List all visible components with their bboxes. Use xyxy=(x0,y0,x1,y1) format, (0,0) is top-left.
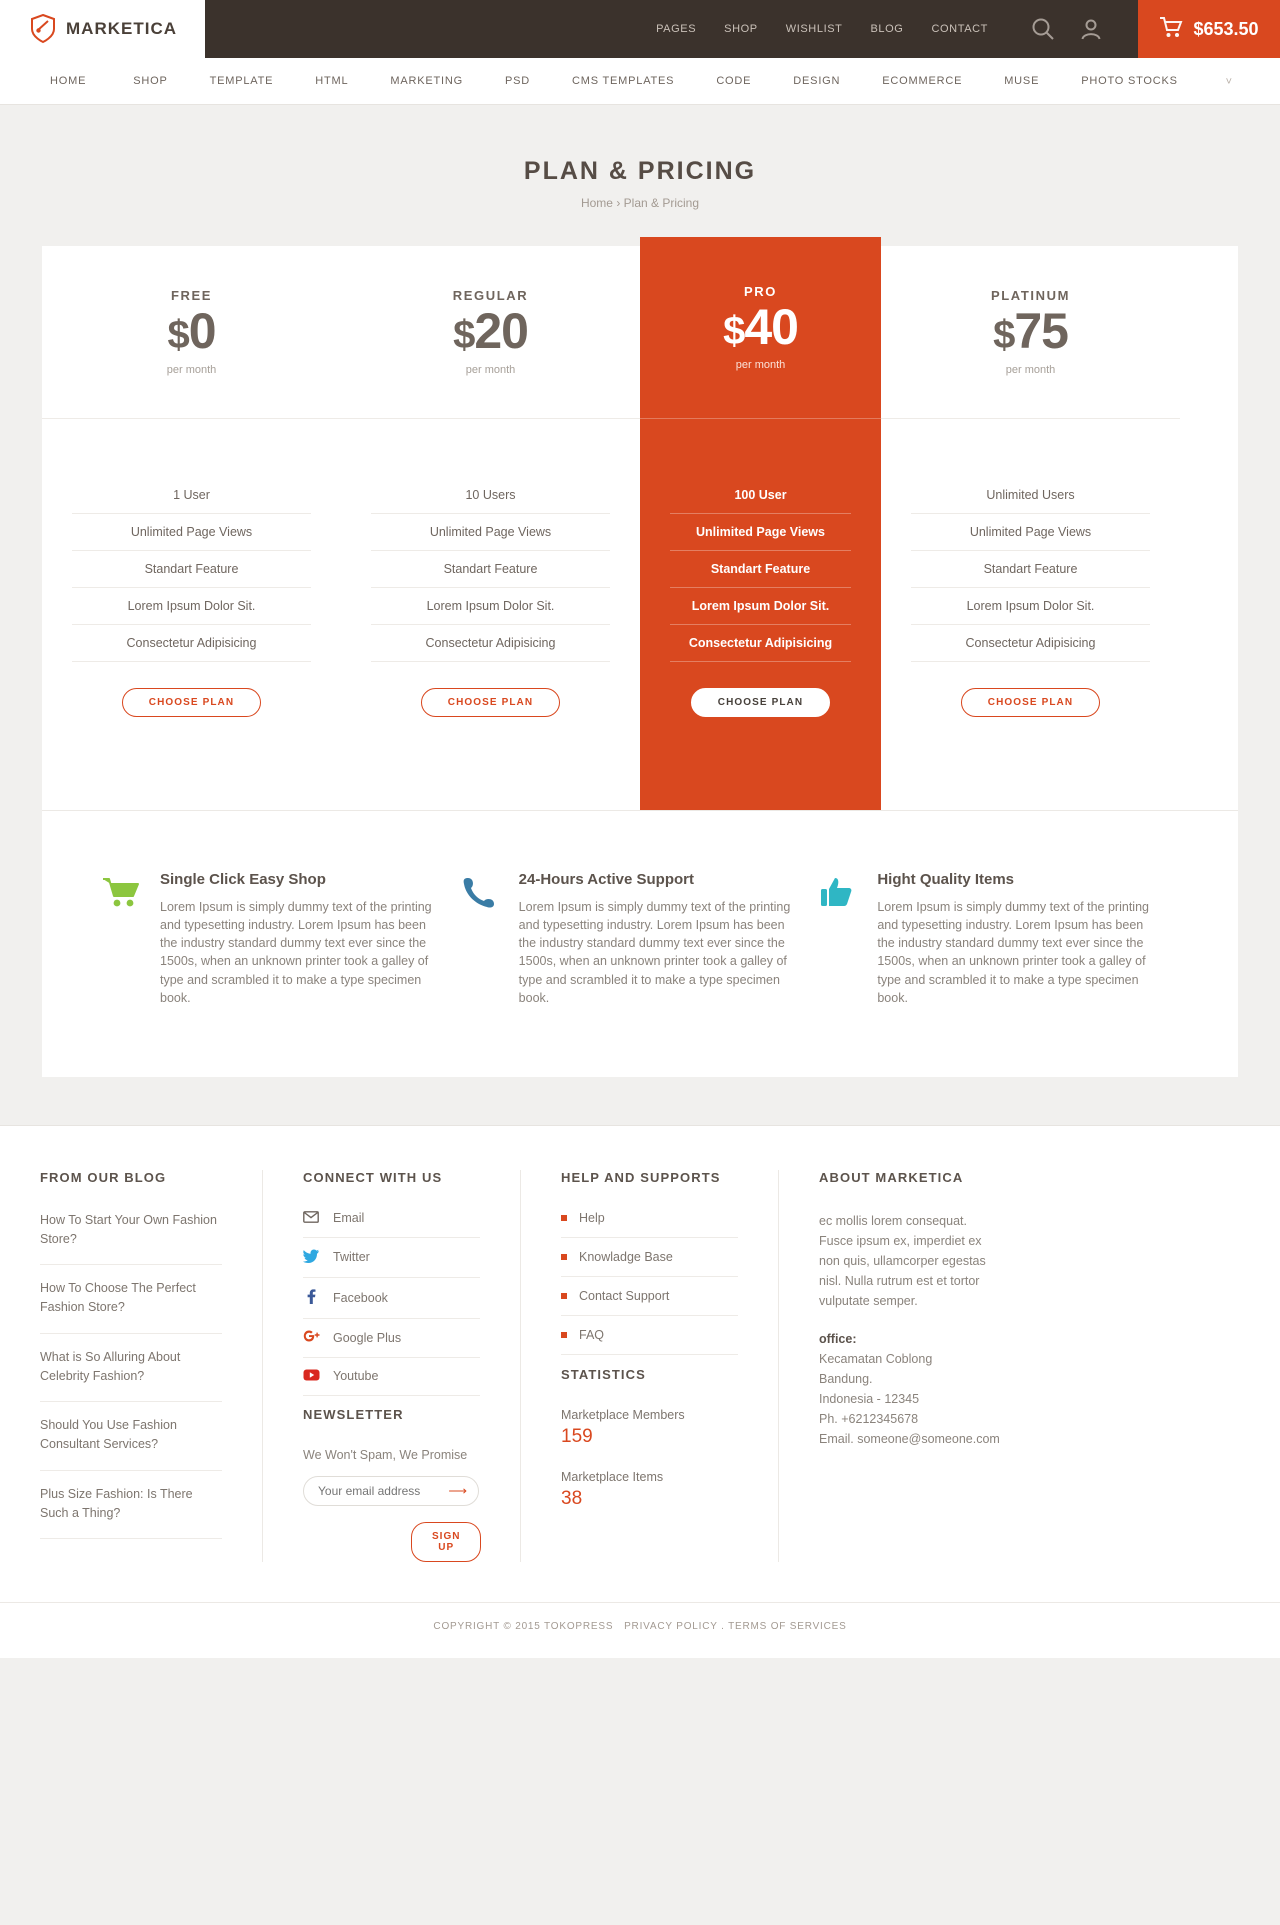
plan-feature: Consectetur Adipisicing xyxy=(911,625,1150,662)
about-address-line3: Indonesia - 12345 xyxy=(819,1391,920,1406)
plan-feature: Unlimited Page Views xyxy=(911,514,1150,551)
help-item-knowledge-base[interactable] xyxy=(561,1250,738,1277)
feature-highlights xyxy=(42,810,1238,1077)
plan-price xyxy=(453,305,528,358)
plan-cta-wrap xyxy=(72,662,311,717)
plan-price xyxy=(723,298,798,355)
social-item-google-plus[interactable] xyxy=(303,1330,480,1358)
plan-name: PRO xyxy=(744,283,777,299)
bullet-square-icon xyxy=(561,1254,567,1260)
pricing-plan-regular xyxy=(341,246,640,810)
footer-social-list xyxy=(303,1211,480,1396)
social-label: Email xyxy=(333,1211,365,1226)
plan-head xyxy=(881,246,1180,419)
footer-help-list xyxy=(561,1211,738,1355)
stat-label-items: Marketplace Items xyxy=(561,1469,664,1484)
plan-price xyxy=(167,305,215,358)
plan-feature: Lorem Ipsum Dolor Sit. xyxy=(911,588,1150,625)
pricing-card xyxy=(42,246,1238,1077)
plan-cta-wrap xyxy=(911,662,1150,717)
bullet-square-icon xyxy=(561,1332,567,1338)
plan-period: per month xyxy=(735,359,786,372)
about-address-line1: Kecamatan Coblong xyxy=(819,1351,933,1366)
plan-feature: Standart Feature xyxy=(911,551,1150,588)
pricing-plan-pro xyxy=(640,237,881,810)
facebook-icon xyxy=(303,1289,319,1307)
social-item-youtube[interactable] xyxy=(303,1369,480,1396)
list-item[interactable]: What is So Alluring About Celebrity Fashion? xyxy=(40,1348,222,1403)
social-label: Twitter xyxy=(333,1250,370,1265)
top-nav-item-blog[interactable]: BLOG xyxy=(870,23,904,35)
plan-cta-wrap xyxy=(670,662,851,717)
google-plus-icon xyxy=(303,1330,319,1346)
pricing-plan-platinum xyxy=(881,246,1180,810)
nav-item-template[interactable]: TEMPLATE xyxy=(209,74,274,87)
about-phone: Ph. +6212345678 xyxy=(819,1411,919,1426)
top-nav-item-contact[interactable]: CONTACT xyxy=(931,23,988,35)
copyright-text: COPYRIGHT © 2015 TOKOPRESS xyxy=(433,1620,614,1632)
feature-hight-quality-items xyxy=(819,871,1178,1007)
terms-of-services-link[interactable]: TERMS OF SERVICES xyxy=(728,1620,847,1632)
main-nav xyxy=(0,58,1280,105)
logo-text: MARKETICA xyxy=(66,19,177,38)
choose-plan-button-pro[interactable]: CHOOSE PLAN xyxy=(691,688,830,717)
top-icon-group xyxy=(1016,16,1126,42)
help-label: Contact Support xyxy=(579,1288,670,1303)
plan-features xyxy=(881,419,1180,717)
footer-about-title: ABOUT MARKETICA xyxy=(819,1169,964,1185)
privacy-policy-link[interactable]: PRIVACY POLICY xyxy=(624,1620,718,1632)
choose-plan-button-platinum[interactable]: CHOOSE PLAN xyxy=(961,688,1100,717)
stat-value-items: 38 xyxy=(561,1487,583,1509)
plan-feature: Standart Feature xyxy=(72,551,311,588)
breadcrumb-home[interactable]: Home xyxy=(580,196,613,210)
pricing-table xyxy=(42,246,1238,810)
top-nav-item-pages[interactable]: PAGES xyxy=(656,23,697,35)
feature-title: Single Click Easy Shop xyxy=(160,871,326,888)
plan-amount: 75 xyxy=(1014,303,1068,360)
spacer xyxy=(341,717,640,801)
chevron-down-icon[interactable]: ˅ xyxy=(1225,76,1232,88)
footer-blog-list xyxy=(40,1211,222,1540)
top-bar xyxy=(0,0,1280,58)
social-label: Facebook xyxy=(333,1290,388,1305)
feature-text: Lorem Ipsum is simply dummy text of the printing and typesetting industry. Lorem Ipsum has been the industry standard dummy text ever since the 1500s, when an unknown printer took a galley of type and scrambled it to make a type specimen book. xyxy=(518,900,791,1005)
twitter-icon xyxy=(303,1249,319,1266)
list-item[interactable]: How To Choose The Perfect Fashion Store? xyxy=(40,1279,222,1334)
plan-head xyxy=(42,246,341,419)
plan-period: per month xyxy=(1005,363,1056,376)
nav-item-ecommerce[interactable]: ECOMMERCE xyxy=(882,74,963,87)
plan-name: PLATINUM xyxy=(991,288,1070,304)
help-label: Help xyxy=(579,1210,605,1225)
about-office-label: office: xyxy=(819,1331,857,1346)
plan-price xyxy=(993,305,1068,358)
plan-currency: $ xyxy=(993,313,1015,358)
nav-item-cms-templates[interactable]: CMS TEMPLATES xyxy=(572,74,675,87)
feature-text: Lorem Ipsum is simply dummy text of the printing and typesetting industry. Lorem Ipsum has been the industry standard dummy text ever since the 1500s, when an unknown printer took a galley of type and scrambled it to make a type specimen book. xyxy=(160,900,432,1005)
footer-connect-title: CONNECT WITH US xyxy=(303,1169,443,1185)
feature-single-click-easy-shop xyxy=(102,871,461,1007)
bullet-square-icon xyxy=(561,1293,567,1299)
stat-label-members: Marketplace Members xyxy=(561,1407,685,1422)
help-item-contact-support[interactable] xyxy=(561,1289,738,1316)
send-arrow-icon[interactable]: ⟶ xyxy=(448,1482,467,1498)
youtube-icon xyxy=(303,1369,319,1384)
plan-period: per month xyxy=(166,363,217,376)
spacer xyxy=(640,717,881,801)
plan-features xyxy=(42,419,341,717)
help-item-faq[interactable] xyxy=(561,1328,738,1355)
about-text: ec mollis lorem consequat. Fusce ipsum ex, imperdiet ex non quis, ullamcorper egestas nisl. Nulla rutrum est et tortor vulputate semper. xyxy=(819,1213,986,1308)
plan-period: per month xyxy=(465,363,516,376)
nav-item-design[interactable]: DESIGN xyxy=(793,74,841,87)
phone-icon xyxy=(461,871,503,1007)
footer-blog-column xyxy=(0,1170,262,1562)
feature-body xyxy=(519,871,794,1007)
newsletter-note: We Won't Spam, We Promise xyxy=(303,1447,468,1462)
plan-feature: Standart Feature xyxy=(670,551,851,588)
plan-features xyxy=(640,419,881,717)
plan-amount: 20 xyxy=(474,303,528,360)
shield-logo-icon xyxy=(30,14,56,44)
plan-feature: Lorem Ipsum Dolor Sit. xyxy=(670,588,851,625)
nav-item-code[interactable]: CODE xyxy=(716,74,752,87)
feature-24-hours-active-support xyxy=(461,871,820,1007)
cart-button[interactable] xyxy=(1138,0,1280,58)
plan-currency: $ xyxy=(453,313,475,358)
plan-feature: 100 User xyxy=(670,477,851,514)
page-header xyxy=(0,105,1280,246)
plan-feature: Unlimited Page Views xyxy=(72,514,311,551)
help-label: Knowladge Base xyxy=(579,1249,673,1264)
plan-amount: 0 xyxy=(188,303,216,360)
social-item-facebook[interactable] xyxy=(303,1289,480,1319)
footer-newsletter-title: NEWSLETTER xyxy=(303,1406,404,1422)
user-account-icon[interactable] xyxy=(1078,16,1104,42)
stat-value-members: 159 xyxy=(561,1425,593,1447)
about-address-line2: Bandung. xyxy=(819,1371,873,1386)
email-icon xyxy=(303,1211,319,1226)
plan-features xyxy=(341,419,640,717)
plan-currency: $ xyxy=(723,308,745,353)
social-item-twitter[interactable] xyxy=(303,1249,480,1278)
plan-currency: $ xyxy=(167,313,189,358)
breadcrumb-separator: › xyxy=(616,196,621,210)
plan-feature: Consectetur Adipisicing xyxy=(371,625,610,662)
top-nav-item-shop[interactable]: SHOP xyxy=(724,23,758,35)
plan-feature: 10 Users xyxy=(371,477,610,514)
plan-feature: 1 User xyxy=(72,477,311,514)
plan-feature: Lorem Ipsum Dolor Sit. xyxy=(371,588,610,625)
top-nav xyxy=(205,0,1138,58)
feature-title: 24-Hours Active Support xyxy=(518,871,694,888)
footer-blog-title: FROM OUR BLOG xyxy=(40,1169,167,1185)
plan-feature: Lorem Ipsum Dolor Sit. xyxy=(72,588,311,625)
top-nav-item-wishlist[interactable]: WISHLIST xyxy=(785,23,843,35)
plan-feature: Consectetur Adipisicing xyxy=(72,625,311,662)
bullet-square-icon xyxy=(561,1215,567,1221)
feature-body xyxy=(160,871,435,1007)
footer-about-column xyxy=(778,1170,1040,1562)
breadcrumb xyxy=(0,196,1280,210)
plan-feature: Unlimited Users xyxy=(911,477,1150,514)
plan-cta-wrap xyxy=(371,662,610,717)
newsletter-signup-button[interactable]: SIGN UP xyxy=(411,1522,481,1562)
about-office xyxy=(819,1329,1000,1449)
plan-amount: 40 xyxy=(744,298,798,355)
list-item[interactable]: How To Start Your Own Fashion Store? xyxy=(40,1211,222,1266)
footer xyxy=(0,1125,1280,1602)
spacer xyxy=(881,717,1180,801)
help-item-help[interactable] xyxy=(561,1211,738,1238)
nav-item-psd[interactable]: PSD xyxy=(504,74,531,87)
social-label: Youtube xyxy=(333,1369,379,1384)
nav-item-photo-stocks[interactable]: PHOTO STOCKS xyxy=(1081,74,1178,87)
thumbs-up-icon xyxy=(819,871,861,1007)
list-item[interactable]: Should You Use Fashion Consultant Services? xyxy=(40,1416,222,1471)
plan-head xyxy=(640,237,881,419)
feature-body xyxy=(877,871,1152,1007)
plan-feature: Unlimited Page Views xyxy=(670,514,851,551)
nav-item-home[interactable]: HOME xyxy=(50,74,87,87)
nav-item-html[interactable]: HTML xyxy=(315,74,349,87)
plan-name: FREE xyxy=(170,288,213,304)
cart-icon xyxy=(1159,16,1183,43)
legal-separator: . xyxy=(721,1620,725,1632)
cart-total: $653.50 xyxy=(1193,18,1259,39)
nav-item-shop[interactable]: SHOP xyxy=(133,74,168,87)
newsletter-field-wrap xyxy=(303,1476,479,1506)
footer-statistics-title: STATISTICS xyxy=(561,1366,646,1382)
spacer xyxy=(42,717,341,801)
choose-plan-button-regular[interactable]: CHOOSE PLAN xyxy=(421,688,560,717)
copyright-bar xyxy=(0,1602,1280,1658)
logo[interactable] xyxy=(0,0,205,58)
about-email[interactable]: Email. someone@someone.com xyxy=(819,1431,1000,1446)
social-item-email[interactable] xyxy=(303,1211,480,1238)
page-title: PLAN & PRICING xyxy=(523,157,757,185)
feature-title: Hight Quality Items xyxy=(877,871,1015,888)
plan-feature: Standart Feature xyxy=(371,551,610,588)
nav-item-muse[interactable]: MUSE xyxy=(1004,74,1040,87)
feature-text: Lorem Ipsum is simply dummy text of the printing and typesetting industry. Lorem Ipsum has been the industry standard dummy text ever since the 1500s, when an unknown printer took a galley of type and scrambled it to make a type specimen book. xyxy=(877,900,1149,1005)
footer-connect-column xyxy=(262,1170,520,1562)
pricing-plan-free xyxy=(42,246,341,810)
footer-help-title: HELP AND SUPPORTS xyxy=(561,1169,721,1185)
list-item[interactable]: Plus Size Fashion: Is There Such a Thing? xyxy=(40,1485,222,1540)
nav-item-marketing[interactable]: MARKETING xyxy=(390,74,463,87)
choose-plan-button-free[interactable]: CHOOSE PLAN xyxy=(122,688,261,717)
plan-feature: Consectetur Adipisicing xyxy=(670,625,851,662)
footer-help-column xyxy=(520,1170,778,1562)
help-label: FAQ xyxy=(579,1327,605,1342)
plan-feature: Unlimited Page Views xyxy=(371,514,610,551)
shopping-cart-icon xyxy=(102,871,144,1007)
plan-head xyxy=(341,246,640,419)
breadcrumb-current: Plan & Pricing xyxy=(623,196,700,210)
plan-name: REGULAR xyxy=(452,288,529,304)
search-icon[interactable] xyxy=(1030,16,1056,42)
social-label: Google Plus xyxy=(333,1330,402,1345)
